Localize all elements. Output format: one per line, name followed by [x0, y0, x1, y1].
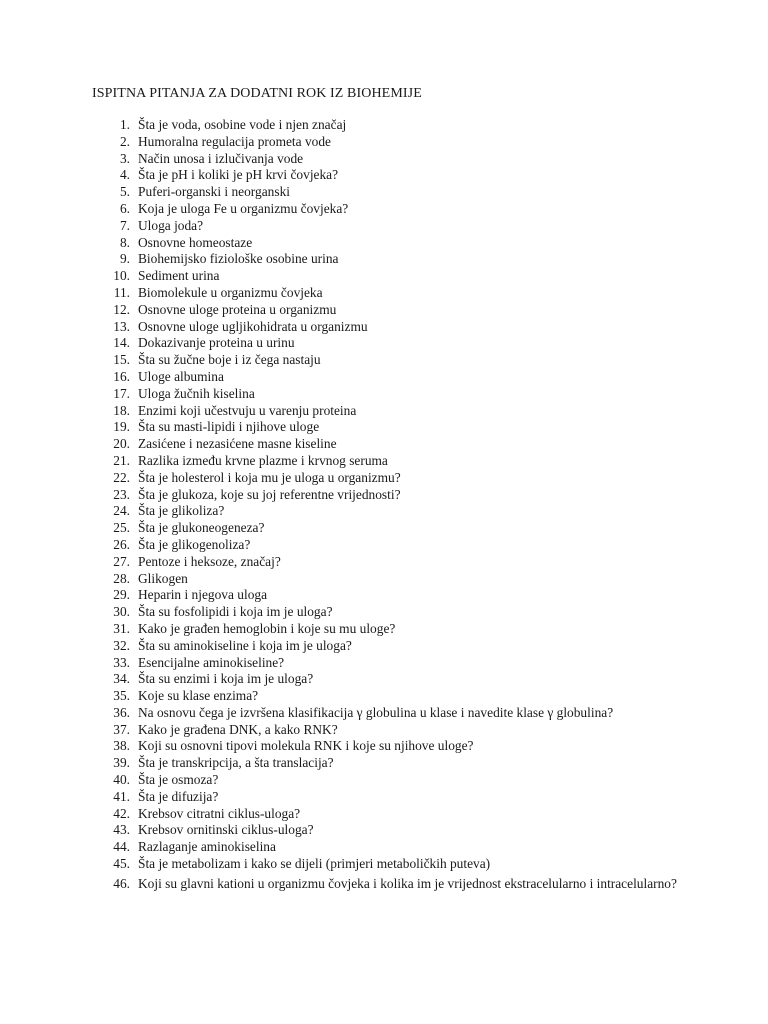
question-number: 27.: [113, 553, 130, 569]
question-number: 40.: [113, 772, 130, 788]
question-number: 13.: [113, 318, 130, 334]
question-number: 12.: [113, 301, 130, 317]
question-text: Šta su aminokiseline i koja im je uloga?: [138, 637, 352, 653]
question-item: [92, 352, 680, 369]
question-item: [92, 134, 680, 151]
question-text: Glikogen: [138, 570, 188, 586]
question-item: [92, 453, 680, 470]
question-text: Puferi-organski i neorganski: [138, 184, 290, 200]
question-item: [92, 369, 680, 386]
question-text: Uloge albumina: [138, 368, 224, 384]
question-text: Uloga žučnih kiselina: [138, 385, 255, 401]
question-number: 14.: [113, 335, 130, 351]
question-text: Šta je glikoliza?: [138, 503, 225, 519]
question-item: [92, 554, 680, 571]
question-item: [92, 705, 680, 722]
question-number: 7.: [119, 217, 130, 233]
question-number: 34.: [113, 671, 130, 687]
question-text: Šta je transkripcija, a šta translacija?: [138, 755, 334, 771]
question-text: Šta je voda, osobine vode i njen značaj: [138, 117, 347, 132]
question-item: [92, 167, 680, 184]
question-text: Dokazivanje proteina u urinu: [138, 335, 295, 351]
question-text: Osnovne homeostaze: [138, 234, 253, 250]
question-text: Šta je pH i koliki je pH krvi čovjeka?: [138, 167, 339, 183]
question-number: 42.: [113, 805, 130, 821]
question-text: Šta je holesterol i koja mu je uloga u organizmu?: [138, 469, 401, 485]
question-number: 18.: [113, 402, 130, 418]
question-text: Koja je uloga Fe u organizmu čovjeka?: [138, 200, 349, 216]
question-number: 10.: [113, 268, 130, 284]
question-item: [92, 386, 680, 403]
question-item: [92, 638, 680, 655]
question-item: [92, 587, 680, 604]
question-number: 25.: [113, 520, 130, 536]
question-item: [92, 403, 680, 420]
question-text: Razlaganje aminokiselina: [138, 839, 276, 855]
question-text: Šta je difuzija?: [138, 788, 219, 804]
question-number: 1.: [119, 117, 130, 132]
question-text: Zasićene i nezasićene masne kiseline: [138, 436, 337, 452]
question-number: 45.: [113, 856, 130, 872]
question-number: 21.: [113, 452, 130, 468]
question-item: [92, 571, 680, 588]
question-number: 16.: [113, 368, 130, 384]
question-item: [92, 419, 680, 436]
question-item: [92, 487, 680, 504]
question-number: 28.: [113, 570, 130, 586]
question-item: [92, 856, 680, 873]
question-number: 36.: [113, 704, 130, 720]
question-item: [92, 285, 680, 302]
question-number: 38.: [113, 738, 130, 754]
question-text: Osnovne uloge proteina u organizmu: [138, 301, 337, 317]
question-item: [92, 772, 680, 789]
question-text: Humoralna regulacija prometa vode: [138, 133, 331, 149]
question-text: Enzimi koji učestvuju u varenju proteina: [138, 402, 357, 418]
question-text: Šta je glukoza, koje su joj referentne vrijednosti?: [138, 486, 401, 502]
question-number: 26.: [113, 536, 130, 552]
question-number: 3.: [119, 150, 130, 166]
question-number: 6.: [119, 200, 130, 216]
question-number: 5.: [119, 184, 130, 200]
question-text: Šta su žučne boje i iz čega nastaju: [138, 352, 321, 368]
question-number: 22.: [113, 469, 130, 485]
question-number: 20.: [113, 436, 130, 452]
question-item: [92, 235, 680, 252]
question-item: [92, 789, 680, 806]
question-text: Koji su glavni kationi u organizmu čovjeka i kolika im je vrijednost ekstracelularno i intracelularno?: [138, 875, 677, 891]
question-text: Šta je glikogenoliza?: [138, 536, 251, 552]
question-text: Biomolekule u organizmu čovjeka: [138, 284, 323, 300]
question-item: [92, 268, 680, 285]
question-number: 33.: [113, 654, 130, 670]
question-number: 32.: [113, 637, 130, 653]
question-item: [92, 755, 680, 772]
question-text: Kako je građena DNK, a kako RNK?: [138, 721, 338, 737]
question-number: 9.: [119, 251, 130, 267]
question-item: [92, 218, 680, 235]
question-number: 44.: [113, 839, 130, 855]
question-item: [92, 117, 680, 134]
question-item: [92, 722, 680, 739]
question-text: Način unosa i izlučivanja vode: [138, 150, 304, 166]
question-number: 43.: [113, 822, 130, 838]
question-item: [92, 503, 680, 520]
question-number: 29.: [113, 587, 130, 603]
question-text: Biohemijsko fiziološke osobine urina: [138, 251, 339, 267]
question-text: Esencijalne aminokiseline?: [138, 654, 285, 670]
question-number: 39.: [113, 755, 130, 771]
question-number: 31.: [113, 620, 130, 636]
question-text: Kako je građen hemoglobin i koje su mu uloge?: [138, 620, 396, 636]
question-item: [92, 873, 680, 894]
question-text: Razlika između krvne plazme i krvnog seruma: [138, 452, 388, 468]
question-item: [92, 436, 680, 453]
question-number: 11.: [113, 284, 130, 300]
question-item: [92, 184, 680, 201]
question-text: Šta je glukoneogeneza?: [138, 520, 265, 536]
question-text: Sediment urina: [138, 268, 220, 284]
question-number: 41.: [113, 788, 130, 804]
question-text: Pentoze i heksoze, značaj?: [138, 553, 281, 569]
question-text: Osnovne uloge ugljikohidrata u organizmu: [138, 318, 368, 334]
question-number: 17.: [113, 385, 130, 401]
question-text: Na osnovu čega je izvršena klasifikacija γ globulina u klase i navedite klase γ globulina?: [138, 704, 614, 720]
question-number: 4.: [119, 167, 130, 183]
question-item: [92, 520, 680, 537]
question-item: [92, 251, 680, 268]
question-item: [92, 839, 680, 856]
question-number: 19.: [113, 419, 130, 435]
question-item: [92, 621, 680, 638]
document-title: ISPITNA PITANJA ZA DODATNI ROK IZ BIOHEMIJE: [92, 86, 422, 101]
question-item: [92, 738, 680, 755]
question-text: Šta su masti-lipidi i njihove uloge: [138, 419, 320, 435]
question-text: Heparin i njegova uloga: [138, 587, 268, 603]
question-item: [92, 822, 680, 839]
question-item: [92, 688, 680, 705]
question-text: Šta su fosfolipidi i koja im je uloga?: [138, 604, 333, 620]
question-item: [92, 201, 680, 218]
question-item: [92, 319, 680, 336]
question-text: Šta je osmoza?: [138, 772, 219, 788]
question-item: [92, 604, 680, 621]
question-number: 8.: [119, 234, 130, 250]
question-text: Krebsov citratni ciklus-uloga?: [138, 805, 301, 821]
question-text: Koji su osnovni tipovi molekula RNK i koje su njihove uloge?: [138, 738, 474, 754]
question-item: [92, 335, 680, 352]
question-text: Šta je metabolizam i kako se dijeli (primjeri metaboličkih puteva): [138, 856, 491, 872]
question-number: 37.: [113, 721, 130, 737]
question-item: [92, 470, 680, 487]
question-item: [92, 806, 680, 823]
question-number: 35.: [113, 688, 130, 704]
question-number: 30.: [113, 604, 130, 620]
question-list: [92, 117, 680, 894]
question-text: Koje su klase enzima?: [138, 688, 259, 704]
question-number: 23.: [113, 486, 130, 502]
question-item: [92, 151, 680, 168]
question-number: 24.: [113, 503, 130, 519]
question-item: [92, 655, 680, 672]
question-item: [92, 537, 680, 554]
question-number: 46.: [113, 875, 130, 891]
question-item: [92, 671, 680, 688]
question-number: 2.: [119, 133, 130, 149]
question-number: 15.: [113, 352, 130, 368]
question-text: Uloga joda?: [138, 217, 204, 233]
question-item: [92, 302, 680, 319]
question-text: Krebsov ornitinski ciklus-uloga?: [138, 822, 314, 838]
question-text: Šta su enzimi i koja im je uloga?: [138, 671, 314, 687]
